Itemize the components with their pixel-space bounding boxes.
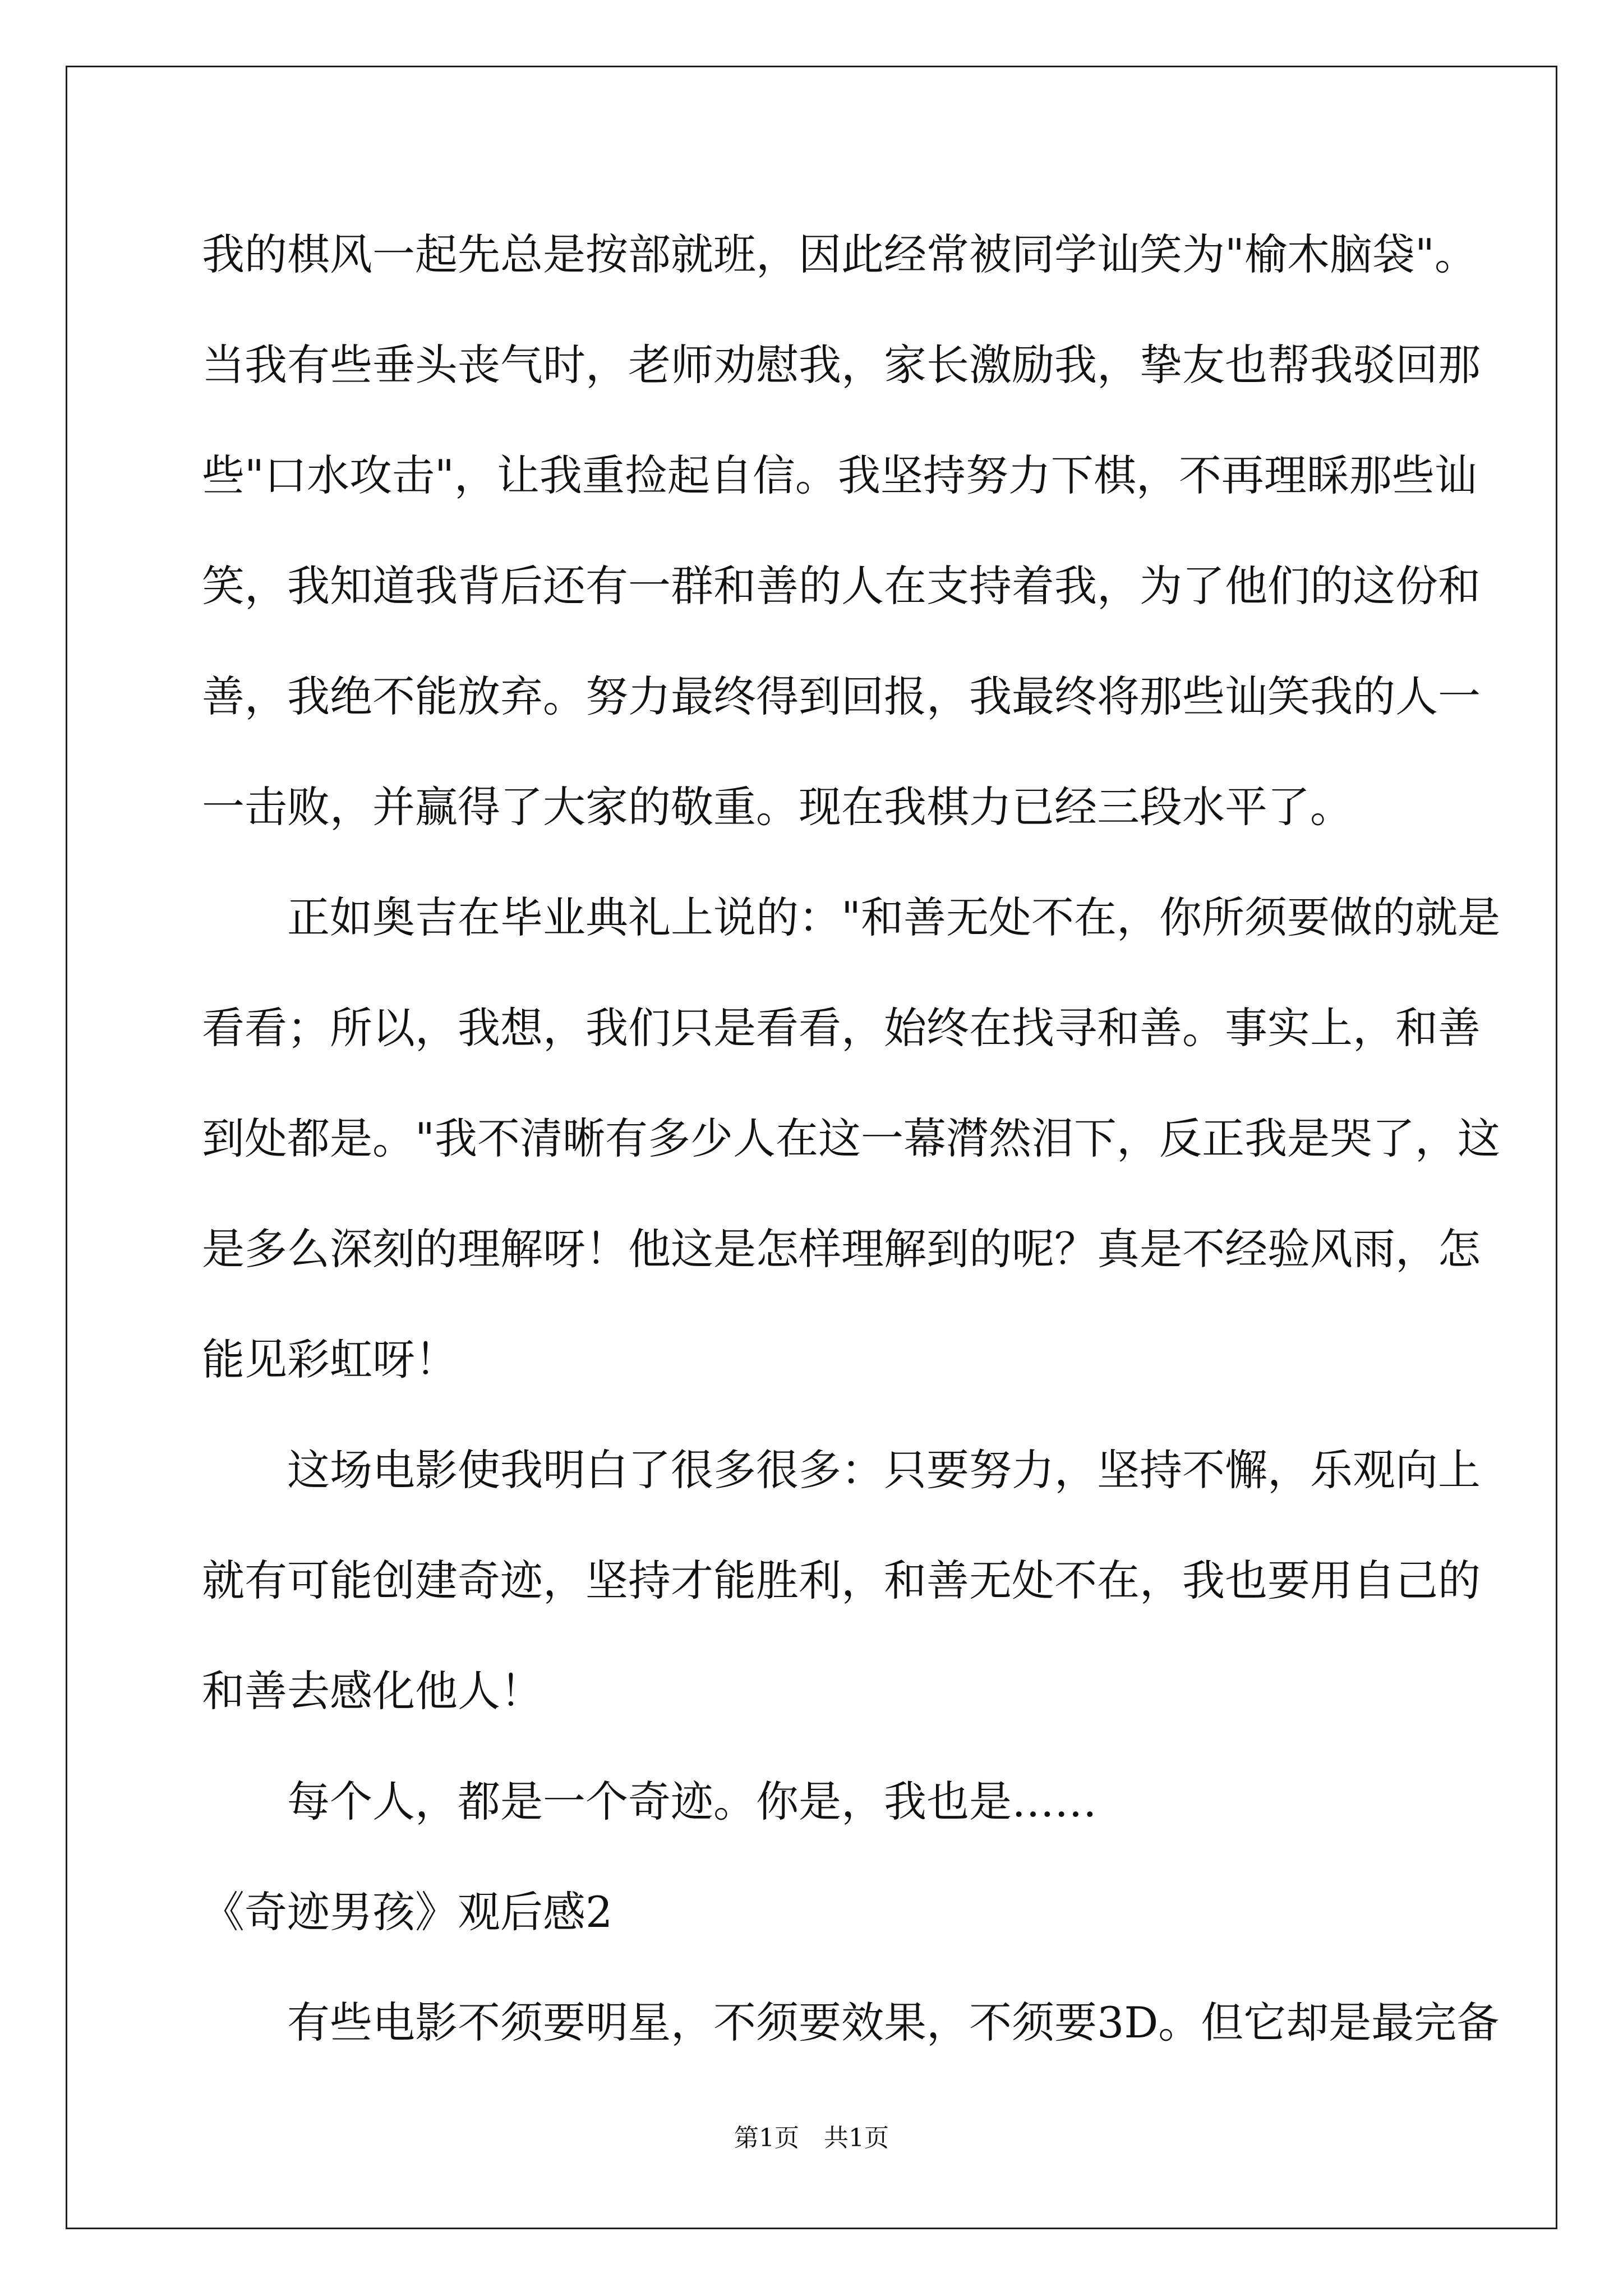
text-line: 就有可能创建奇迹，坚持才能胜利，和善无处不在，我也要用自己的 — [202, 1556, 1481, 1605]
text-line: 当我有些垂头丧气时，老师劝慰我，家长激励我，挚友也帮我驳回那 — [202, 340, 1481, 390]
section-heading: 《奇迹男孩》观后感2 — [202, 1887, 613, 1937]
text-line: 这场电影使我明白了很多很多：只要努力，坚持不懈，乐观向上 — [287, 1445, 1481, 1495]
text-line: 和善去感化他人！ — [202, 1666, 543, 1716]
text-line: 能见彩虹呀！ — [202, 1335, 458, 1384]
text-line: 一击败，并赢得了大家的敬重。现在我棋力已经三段水平了。 — [202, 782, 1353, 832]
page-footer — [0, 2118, 1623, 2154]
text-line: 每个人，都是一个奇迹。你是，我也是…… — [287, 1777, 1097, 1826]
document-body — [202, 199, 1500, 2078]
text-line: 些"口水攻击"，让我重捡起自信。我坚持努力下棋，不再理睬那些讪 — [202, 450, 1477, 500]
text-line: 是多么深刻的理解呀！他这是怎样理解到的呢？真是不经验风雨，怎 — [202, 1224, 1481, 1274]
text-line: 有些电影不须要明星，不须要效果，不须要3D。但它却是最完备 — [287, 1998, 1500, 2047]
page-number: 第1页 共1页 — [734, 2124, 889, 2152]
text-line: 看看；所以，我想，我们只是看看，始终在找寻和善。事实上，和善 — [202, 1003, 1481, 1053]
text-line: 我的棋风一起先总是按部就班，因此经常被同学讪笑为"榆木脑袋"。 — [202, 229, 1477, 279]
text-line: 正如奥吉在毕业典礼上说的："和善无处不在，你所须要做的就是 — [287, 892, 1500, 942]
text-line: 到处都是。"我不清晰有多少人在这一幕潸然泪下，反正我是哭了，这 — [202, 1114, 1500, 1163]
text-line: 善，我绝不能放弃。努力最终得到回报，我最终将那些讪笑我的人一 — [202, 671, 1481, 721]
text-line: 笑，我知道我背后还有一群和善的人在支持着我，为了他们的这份和 — [202, 561, 1481, 611]
